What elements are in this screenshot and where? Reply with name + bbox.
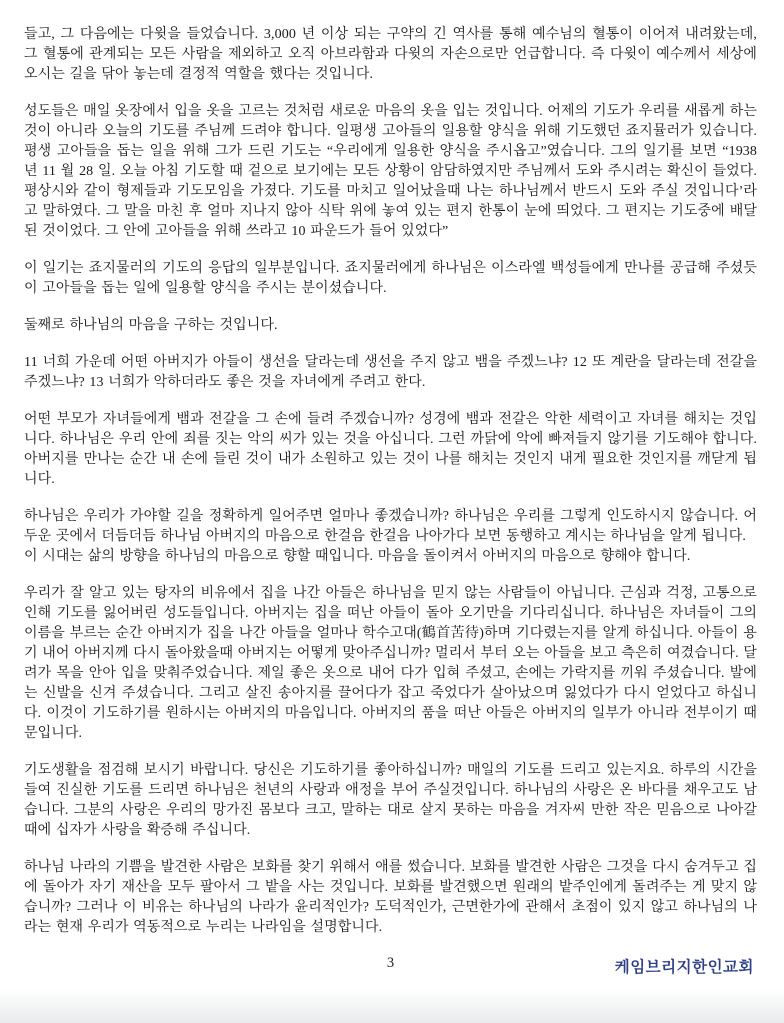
page-bottom-shadow: [0, 989, 784, 1023]
body-paragraph-second-point: 둘째로 하나님의 마음을 구하는 것입니다.: [24, 318, 278, 333]
body-paragraph-george-mueller-diary: 성도들은 매일 옷장에서 입을 옷을 고르는 것처럼 새로운 마음의 옷을 입는 것입니다. 어제의 기도가 우리를 새롭게 하는 것이 아니라 오늘의 기도를 주님께 드려야 합니다. 일평생 고아들의 일용할 양식을 위해 기도했던 죠지뮬러가 있습니다. 평생 고아들을 돕는 일을 위해 그가 드린 기도는 “우리에게 일용한 양식을 주시옵고”였습니다. 그의 일기를 보면 “1938 년 11 월 28 일. 오늘 아침 기도할 때 겉으로 보기에는 모든 상황이 암담하였지만 주님께서 도와 주시려는 확신이 들었다. 평상시와 같이 형제들과 기도모임을 가졌다. 기도를 마치고 일어났을때 나는 하나님께서 반드시 도와 주실 것입니다’라고 말하였다. 그 말을 마친 후 얼마 지나지 않아 식탁 위에 놓여 있는 편지 한통이 눈에 띄었다. 그 편지는 기도중에 배달된 것이었다. 그 안에 고아들을 위해 쓰라고 10 파운드가 들어 있었다”: [24, 104, 757, 239]
body-paragraph-prodigal-son: 우리가 잘 알고 있는 탕자의 비유에서 집을 나간 아들은 하나님을 믿지 않는 사람들이 아닙니다. 근심과 걱정, 고통으로 인해 기도를 잃어버린 성도들입니다. 아버지는 집을 떠난 아들이 돌아 오기만을 기다리십니다. 하나님은 자녀들이 그의 이름을 부르는 순간 아버지가 집을 나간 아들을 얼마나 학수고대(鶴首苦待)하며 기다렸는지를 알게 하십니다. 아들이 용기 내어 아버지께 다시 돌아왔을때 아버지는 어떻게 맞아주십니까? 멀리서 부터 오는 아들을 보고 측은히 여겼습니다. 달려가 목을 안아 입을 맞춰주었습니다. 제일 좋은 옷으로 내어 다가 입혀 주셨고, 손에는 가락지를 끼워 주셨습니다. 발에는 신발을 신겨 주셨습니다. 그리고 살진 송아지를 끌어다가 잡고 죽었다가 살아났으며 잃었다가 다시 얻었다고 하십니다. 이것이 기도하기를 원하시는 아버지의 마음입니다. 아버지의 품을 떠난 아들은 아버지의 일부가 아니라 전부이기 때문입니다.: [24, 586, 757, 741]
body-paragraph-guidance: 하나님은 우리가 가야할 길을 정확하게 일어주면 얼마나 좋겠습니까? 하나님은 우리를 그렇게 인도하시지 않습니다. 어두운 곳에서 더듬더듬 하나님 아버지의 마음으로 한걸음 한걸음 나아가다 보면 동행하고 계시는 하나님을 알게 됩니다.: [24, 509, 757, 544]
body-paragraph-snake-scorpion: 어떤 부모가 자녀들에게 뱀과 전갈을 그 손에 들려 주겠습니까? 성경에 뱀과 전갈은 악한 세력이고 자녀를 해치는 것입니다. 하나님은 우리 안에 죄를 짓는 악의 씨가 있는 것을 아십니다. 그런 까닭에 악에 빠져들지 않기를 기도해야 합니다. 아버지를 만나는 순간 내 손에 들린 것이 내가 소원하고 있는 것이 나를 해치는 것인지 내게 필요한 것인지를 깨닫게 됩니다.: [24, 412, 757, 487]
body-paragraph-direction-of-life: 이 시대는 삶의 방향을 하나님의 마음으로 향할 때입니다. 마음을 돌이켜서 아버지의 마음으로 향해야 합니다.: [24, 549, 691, 564]
page-footer: [24, 955, 757, 977]
body-paragraph-diary-answer: 이 일기는 죠지물러의 기도의 응답의 일부분입니다. 죠지물러에게 하나님은 이스라엘 백성들에게 만나를 공급해 주셨듯이 고아들을 돕는 일에 일용할 양식을 주시는 분이셨습니다.: [24, 261, 757, 296]
body-paragraph-prayer-life-check: 기도생활을 점검해 보시기 바랍니다. 당신은 기도하기를 좋아하십니까? 매일의 기도를 드리고 있는지요. 하루의 시간을 들여 진실한 기도를 드리면 하나님은 천년의 사랑과 애정을 부어 주실것입니다. 하나님의 사랑은 온 바다를 채우고도 남습니다. 그분의 사랑은 우리의 망가진 몸보다 크고, 말하는 대로 살지 못하는 마음을 겨자씨 만한 작은 믿음으로 나아갈때에 십자가 사랑을 확증해 주십니다.: [24, 763, 757, 838]
body-paragraph-hidden-treasure: 하나님 나라의 기쁨을 발견한 사람은 보화를 찾기 위해서 애를 썼습니다. 보화를 발견한 사람은 그것을 다시 숨겨두고 집에 돌아가 자기 재산을 모두 팔아서 그 밭을 사는 것입니다. 보화를 발견했으면 원래의 밭주인에게 돌려주는 게 맞지 않습니까? 그러나 이 비유는 하나님의 나라가 윤리적인가? 도덕적인가, 근면한가에 관해서 초점이 있지 않고 하나님의 나라는 현재 우리가 역동적으로 누리는 나라임을 설명합니다.: [24, 860, 757, 935]
body-paragraph-scripture-quote: 11 너희 가운데 어떤 아버지가 아들이 생선을 달라는데 생선을 주지 않고 뱀을 주겠느냐? 12 또 계란을 달라는데 전갈을 주겠느냐? 13 너희가 악하더라도 좋은 것을 자녀에게 주려고 한다.: [24, 355, 757, 390]
church-name-label: 케임브리지한인교회: [614, 959, 754, 976]
body-paragraph-genealogy: 들고, 그 다음에는 다윗을 들었습니다. 3,000 년 이상 되는 구약의 긴 역사를 통해 예수님의 혈통이 이어져 내려왔는데, 그 혈통에 관계되는 모든 사람을 제외하고 오직 아브라함과 다윗의 자손으로만 언급합니다. 즉 다윗이 예수께서 세상에 오시는 길을 닦아 놓는데 결정적 역할을 했다는 것입니다.: [24, 27, 757, 82]
page-number: 3: [386, 955, 395, 971]
